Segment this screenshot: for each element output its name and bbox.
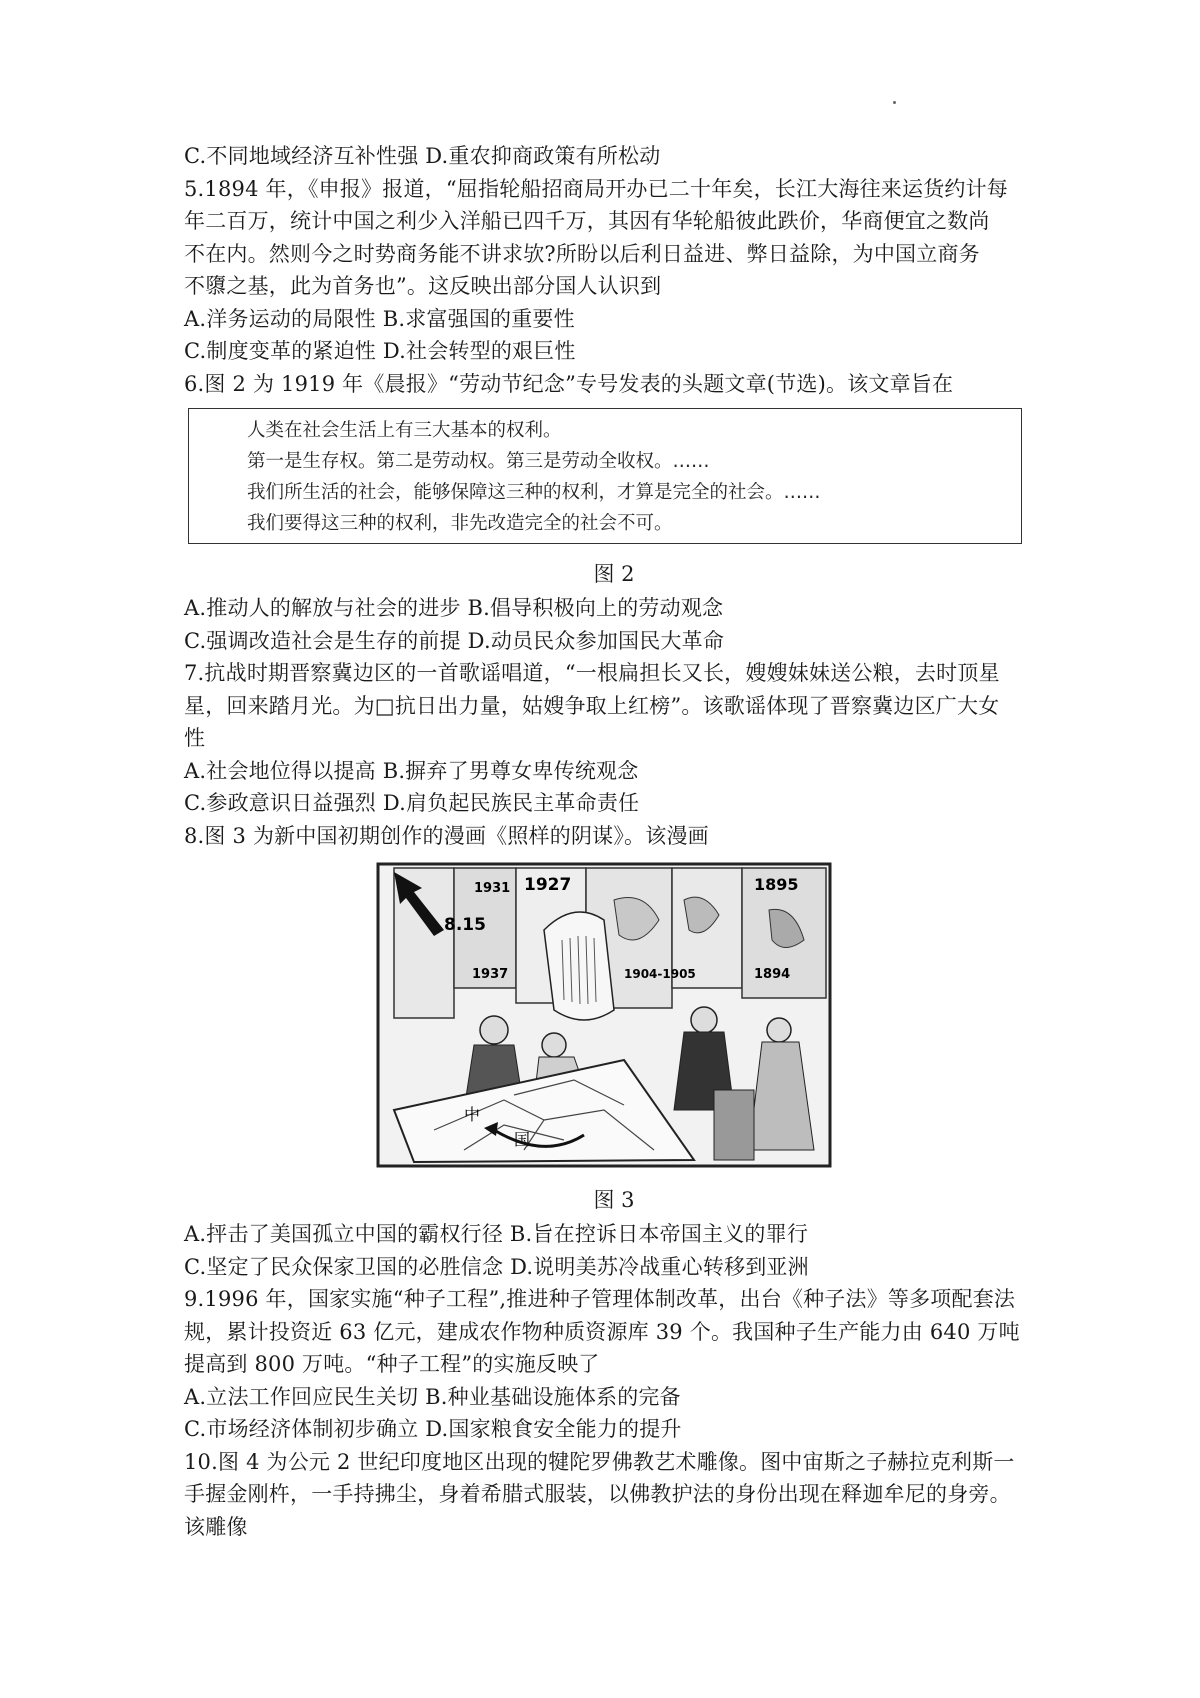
q6-options-ab: A.推动人的解放与社会的进步 B.倡导积极向上的劳动观念	[184, 596, 724, 620]
year-label: 1927	[524, 875, 572, 895]
q7-stem-line: 性	[184, 726, 206, 750]
q9-stem-line: 规，累计投资近 63 亿元，建成农作物种质资源库 39 个。我国种子生产能力由 640 万吨	[184, 1319, 1020, 1344]
q8-options-cd: C.坚定了民众保家卫国的必胜信念 D.说明美苏冷战重心转移到亚洲	[184, 1254, 809, 1279]
q5-options-cd: C.制度变革的紧迫性 D.社会转型的艰巨性	[184, 339, 576, 363]
q9-options-cd: C.市场经济体制初步确立 D.国家粮食安全能力的提升	[184, 1417, 682, 1441]
q9-stem-line: 提高到 800 万吨。“种子工程”的实施反映了	[184, 1352, 600, 1376]
question-7	[184, 657, 1044, 820]
q7-options-ab: A.社会地位得以提高 B.摒弃了男尊女卑传统观念	[184, 758, 639, 783]
year-label: 8.15	[444, 915, 486, 935]
q5-stem-line: 5.1894 年，《申报》报道，“屈指轮船招商局开办已二十年矣，长江大海往来运货约计每	[184, 176, 1008, 201]
q5-stem-line: 年二百万，统计中国之利少入洋船已四千万，其因有华轮船彼此跌价，华商便宜之数尚	[184, 209, 990, 233]
year-label: 1904-1905	[624, 967, 696, 981]
q9-options-ab: A.立法工作回应民生关切 B.种业基础设施体系的完备	[184, 1384, 681, 1409]
quote-line: 第一是生存权。第二是劳动权。第三是劳动全收权。……	[247, 451, 710, 472]
q7-stem-line: 7.抗战时期晋察冀边区的一首歌谣唱道，“一根扁担长又长，嫂嫂妹妹送公粮，去时顶星	[184, 661, 1000, 685]
year-label: 1895	[754, 875, 799, 894]
q10-stem-line: 该雕像	[184, 1514, 248, 1539]
map-text: 国	[514, 1130, 531, 1149]
quote-line: 我们要得这三种的权利，非先改造完全的社会不可。	[247, 513, 673, 534]
q7-options-cd: C.参政意识日益强烈 D.肩负起民族民主革命责任	[184, 791, 640, 815]
quote-line: 我们所生活的社会，能够保障这三种的权利，才算是完全的社会。……	[247, 482, 821, 503]
figure-head	[480, 1016, 508, 1044]
map-text: 中	[464, 1105, 481, 1124]
q9-stem-line: 9.1996 年，国家实施“种子工程”,推进种子管理体制改革，出台《种子法》等多项配套法	[184, 1287, 1016, 1311]
q6-stem: 6.图 2 为 1919 年《晨报》“劳动节纪念”专号发表的头题文章(节选)。该文章旨在	[184, 371, 954, 396]
q5-options-ab: A.洋务运动的局限性 B.求富强国的重要性	[184, 306, 575, 331]
q4-options-cd: C.不同地域经济互补性强 D.重农抑商政策有所松动	[184, 144, 661, 168]
question-5	[184, 173, 1044, 368]
year-label: 1931	[474, 881, 511, 896]
question-8	[184, 820, 1044, 1284]
q8-options-ab: A.抨击了美国孤立中国的霸权行径 B.旨在控诉日本帝国主义的罪行	[184, 1222, 809, 1246]
q5-stem-line: 不在内。然则今之时势商务能不讲求欤?所盼以后利日益进、弊日益除，为中国立商务	[184, 241, 980, 266]
q6-options-cd: C.强调改造社会是生存的前提 D.动员民众参加国民大革命	[184, 628, 725, 653]
question-9	[184, 1283, 1044, 1446]
year-label: 1894	[754, 967, 791, 982]
question-10	[184, 1446, 1044, 1544]
q8-stem: 8.图 3 为新中国初期创作的漫画《照样的阴谋》。该漫画	[184, 823, 709, 848]
q10-stem-line: 手握金刚杵，一手持拂尘，身着希腊式服装，以佛教护法的身份出现在释迦牟尼的身旁。	[184, 1482, 1011, 1506]
quote-line: 人类在社会生活上有三大基本的权利。	[247, 420, 562, 441]
question-6	[184, 368, 1044, 658]
exam-page	[184, 140, 1044, 1543]
year-label: 1937	[472, 967, 509, 982]
figure-3-label: 图 3	[593, 1188, 635, 1212]
q10-stem-line: 10.图 4 为公元 2 世纪印度地区出现的犍陀罗佛教艺术雕像。图中宙斯之子赫拉克利斯一	[184, 1449, 1015, 1474]
q5-stem-line: 不隳之基，此为首务也”。这反映出部分国人认识到	[184, 274, 662, 298]
cartoon-illustration	[374, 860, 834, 1170]
figure-3-cartoon	[374, 860, 834, 1170]
figure-2-quote-box	[188, 408, 1022, 544]
q7-stem-line: 星，回来踏月光。为□抗日出力量，姑嫂争取上红榜”。该歌谣体现了晋察冀边区广大女	[184, 693, 1000, 718]
scan-speck	[893, 101, 896, 104]
figure-2-label: 图 2	[593, 562, 635, 586]
